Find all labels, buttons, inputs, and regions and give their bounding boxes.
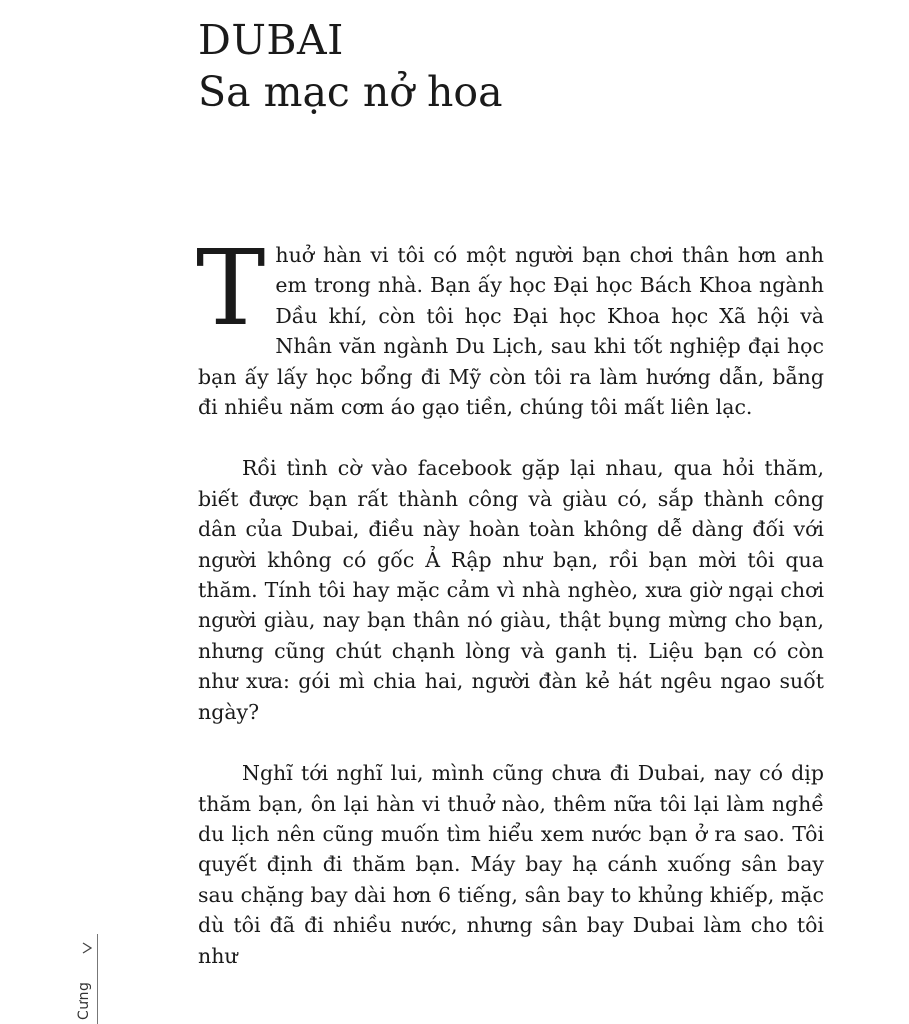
body-text: [196, 227, 824, 1002]
paragraph-1: [196, 227, 824, 422]
side-tab-label: Cưng: [76, 981, 92, 1020]
paragraph-3: Nghĩ tới nghĩ lui, mình cũng chưa đi Dubai, nay có dịp thăm bạn, ôn lại hàn vi thuở nào, thêm nữa tôi lại làm nghề du lịch nên cũng muốn tìm hiểu xem nước bạn ở ra sao. Tôi quyết định đi thăm bạn. Máy bay hạ cánh xuống sân bay sau chặng bay dài hơn 6 tiếng, sân bay to khủng khiếp, mặc dù tôi đã đi nhiều nước, nhưng sân bay Dubai làm cho tôi như: [198, 761, 824, 968]
paragraph-2: Rồi tình cờ vào facebook gặp lại nhau, qua hỏi thăm, biết được bạn rất thành công và giàu có, sắp thành công dân của Dubai, điều này hoàn toàn không dễ dàng đối với người không có gốc Ả Rập như bạn, rồi bạn mời tôi qua thăm. Tính tôi hay mặc cảm vì nhà nghèo, xưa giờ ngại chơi người giàu, nay bạn thân nó giàu, thật bụng mừng cho bạn, nhưng cũng chút chạnh lòng và ganh tị. Liệu bạn có còn như xưa: gói mì chia hai, người đàn kẻ hát ngêu ngao suốt ngày?: [198, 456, 824, 724]
paragraph-1-text: huở hàn vi tôi có một người bạn chơi thân hơn anh em trong nhà. Bạn ấy học Đại học Bách Khoa ngành Dầu khí, còn tôi học Đại học Khoa học Xã hội và Nhân văn ngành Du Lịch, sau khi tốt nghiệp đại học bạn ấy lấy học bổng đi Mỹ còn tôi ra làm hướng dẫn, bẵng đi nhiều năm cơm áo gạo tiền, chúng tôi mất liên lạc.: [198, 243, 824, 420]
corner-mark-icon: [82, 942, 92, 954]
chapter-title: [198, 14, 818, 118]
chapter-subtitle: Sa mạc nở hoa: [198, 68, 503, 116]
chapter-title-line-1: DUBAI: [198, 16, 344, 64]
side-tab: [72, 934, 98, 1024]
side-tab-rule: [97, 934, 98, 1024]
drop-cap: T: [196, 227, 266, 349]
